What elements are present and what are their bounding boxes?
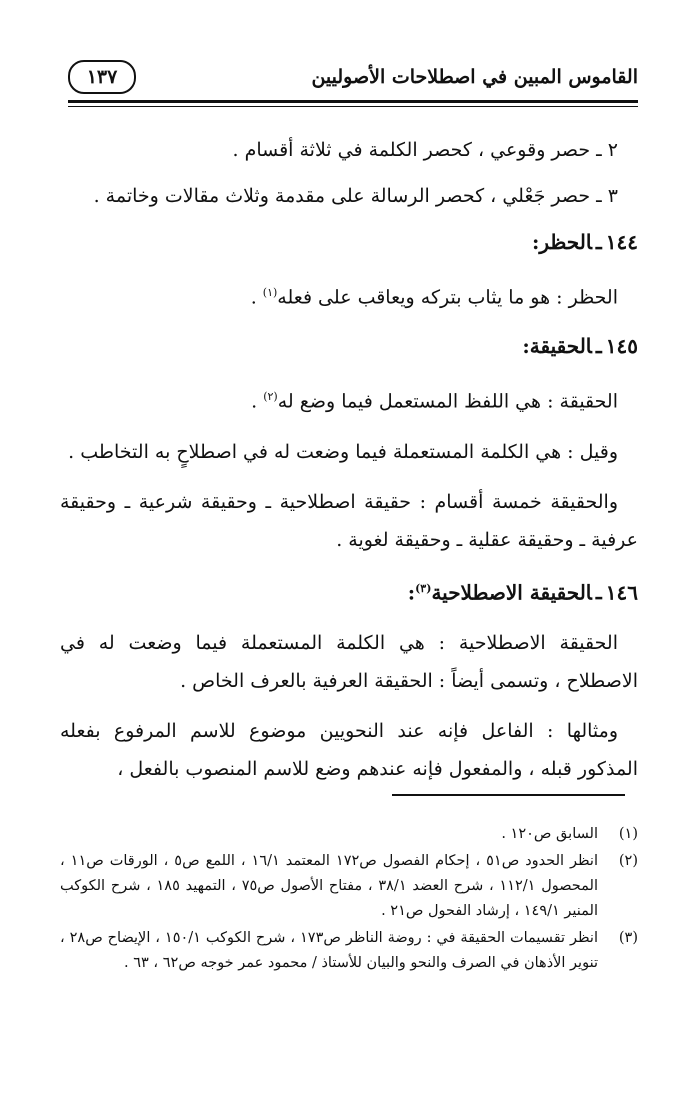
entry-paragraph: والحقيقة خمسة أقسام : حقيقة اصطلاحية ـ وحقيقة شرعية ـ وحقيقة عرفية ـ وحقيقة عقلية ـ وحقيقة لغوية . (60, 490, 638, 551)
footnote (60, 822, 638, 847)
header-rule-thin (68, 106, 638, 107)
footnote-separator (392, 794, 625, 796)
list-item: ٣ ـ حصر جَعْلي ، كحصر الرسالة على مقدمة وثلاث مقالات وخاتمة . (93, 185, 618, 207)
footnote-ref: (٣) (415, 581, 432, 595)
footnote (60, 926, 638, 976)
footnote-text: انظر الحدود ص٥١ ، إحكام الفصول ص١٧٢ المعتمد ١٦/١ ، اللمع ص٥ ، الورقات ص١١ ، المحصول ١١٢/١ ، شرح العضد ٣٨/١ ، مفتاح الأصول ص٧٥ ، التمهيد ١٨٥ ، شرح الكوكب المنير ١٤٩/١ ، إرشاد الفحول ص٢١ . (60, 853, 598, 919)
book-title: القاموس المبين في اصطلاحات الأصوليين (311, 66, 638, 88)
header-rule-thick (68, 100, 638, 103)
entry-title: الحقيقة: (522, 334, 592, 359)
entry-number: ١٤٥ (605, 334, 638, 359)
running-header (68, 60, 638, 100)
entry-heading: ١٤٥ـالحقيقة: (522, 334, 638, 359)
entry-heading: ١٤٦ـالحقيقة الاصطلاحية$^{(٣)}$: (407, 580, 638, 605)
entry-definition: الحقيقة : هي اللفظ المستعمل فيما وضع له$^{(٢)}$ . (251, 390, 618, 413)
entry-number: ١٤٦ (605, 580, 638, 605)
footnotes (60, 822, 638, 978)
page-number: ١٣٧ (68, 60, 136, 94)
entry-number: ١٤٤ (605, 230, 638, 254)
entry-paragraph: ومثالها : الفاعل فإنه عند النحويين موضوع للاسم المرفوع بفعله المذكور قبله ، والمفعول فإنه عندهم وضع للاسم المنصوب بالفعل ، (60, 720, 638, 781)
entry-paragraph: وقيل : هي الكلمة المستعملة فيما وضعت له في اصطلاحٍ به التخاطب . (68, 440, 618, 463)
entry-heading: ١٤٤ـالحظر: (531, 230, 638, 254)
list-item: ٢ ـ حصر وقوعي ، كحصر الكلمة في ثلاثة أقسام . (232, 139, 618, 161)
entry-definition: الحظر : هو ما يثاب بتركه ويعاقب على فعله$^{(١)}$ . (250, 286, 618, 309)
footnote-number: (٣) (618, 930, 638, 946)
entry-title: الحقيقة الاصطلاحية (431, 580, 592, 605)
main-text (60, 132, 638, 800)
footnote (60, 849, 638, 924)
footnote-text: انظر تقسيمات الحقيقة في : روضة الناظر ص١٧٣ ، شرح الكوكب ١٥٠/١ ، الإيضاح ص٢٨ ، تنوير الأذهان في الصرف والنحو والبيان للأستاذ / محمود عمر خوجه ص٦٢ ، ٦٣ . (60, 930, 598, 971)
footnote-ref: (١) (262, 286, 278, 299)
entry-title: الحظر: (531, 230, 592, 254)
footnote-ref: (٢) (263, 390, 278, 404)
footnote-text: السابق ص١٢٠ . (501, 826, 598, 842)
entry-paragraph: الحقيقة الاصطلاحية : هي الكلمة المستعملة فيما وضعت له في الاصطلاح ، وتسمى أيضاً : الحقيقة العرفية بالعرف الخاص . (60, 632, 638, 693)
footnote-number: (١) (618, 826, 638, 842)
footnote-number: (٢) (618, 853, 638, 869)
